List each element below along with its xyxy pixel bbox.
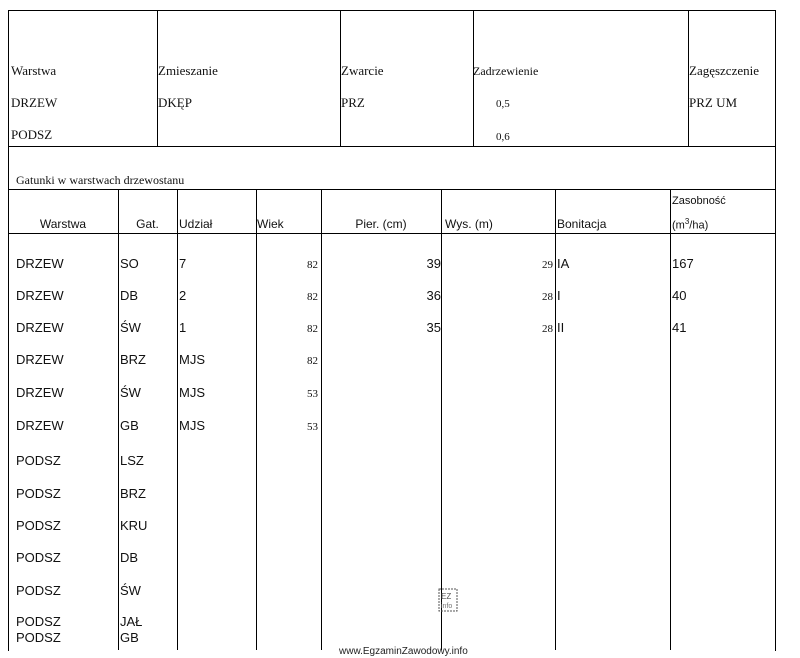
col-header-gat: Gat. (136, 217, 159, 231)
cell-warstwa: PODSZ (16, 453, 61, 468)
unit-suffix: /ha) (689, 219, 709, 232)
cell-zasobnosc: 41 (672, 320, 687, 335)
column-divider (555, 189, 556, 650)
col-header-udzial: Udział (179, 217, 213, 231)
unit-prefix: (m (672, 219, 685, 232)
cell-warstwa: PODSZ (16, 486, 61, 501)
watermark-text: www.EgzaminZawodowy.info (339, 646, 468, 657)
section-title: Gatunki w warstwach drzewostanu (16, 173, 185, 187)
cell-udzial: MJS (179, 352, 205, 367)
cell-udzial: 2 (179, 288, 187, 303)
column-divider (177, 189, 178, 650)
table-top-border (8, 189, 775, 190)
cell-udzial: 1 (179, 320, 187, 335)
cell-warstwa: PODSZ (16, 630, 61, 645)
cell-wys: 28 (542, 291, 553, 303)
zageszczenie-label: Zagęszczenie (689, 63, 760, 78)
zmieszanie-label: Zmieszanie (158, 63, 218, 78)
cell-gat: BRZ (120, 486, 146, 501)
cell-gat: LSZ (120, 453, 144, 468)
cell-warstwa: DRZEW (16, 320, 64, 335)
cell-gat: ŚW (120, 385, 141, 400)
divider (688, 10, 689, 146)
zageszczenie-value: PRZ UM (689, 95, 738, 110)
cell-udzial: MJS (179, 385, 205, 400)
col-header-zasobnosc: Zasobność (672, 195, 726, 207)
column-divider (670, 189, 671, 650)
cell-wys: 28 (542, 323, 553, 335)
cell-wiek: 53 (307, 388, 318, 400)
warstwa-value-podsz: PODSZ (11, 127, 53, 142)
svg-text:info: info (441, 603, 453, 610)
warstwa-label: Warstwa (11, 63, 57, 78)
col-header-bonitacja: Bonitacja (557, 217, 607, 231)
cell-warstwa: DRZEW (16, 256, 64, 271)
cell-wiek: 82 (307, 291, 318, 303)
cell-warstwa: PODSZ (16, 550, 61, 565)
warstwa-value-drzew: DRZEW (11, 95, 58, 110)
cell-gat: BRZ (120, 352, 146, 367)
zwarcie-label: Zwarcie (341, 63, 384, 78)
svg-text:EZ: EZ (441, 592, 452, 601)
cell-gat: GB (120, 630, 139, 645)
zadrzewienie-value-drzew: 0,5 (496, 98, 510, 110)
col-header-pier: Pier. (cm) (355, 217, 407, 231)
cell-wiek: 82 (307, 355, 318, 367)
cell-warstwa: PODSZ (16, 583, 61, 598)
cell-warstwa: DRZEW (16, 418, 64, 433)
cell-bonitacja: I (557, 288, 561, 303)
cell-pier: 39 (426, 256, 441, 271)
cell-warstwa: DRZEW (16, 288, 64, 303)
cell-pier: 35 (426, 320, 441, 335)
header-row-divider (8, 233, 775, 234)
cell-wys: 29 (542, 259, 553, 271)
cell-bonitacja: II (557, 320, 565, 335)
col-header-zasobnosc-unit (672, 214, 708, 234)
cell-wiek: 82 (307, 323, 318, 335)
cell-warstwa: PODSZ (16, 518, 61, 533)
cell-warstwa: DRZEW (16, 385, 64, 400)
zmieszanie-value: DKĘP (158, 95, 192, 110)
col-header-wiek: Wiek (257, 217, 284, 231)
cell-warstwa: PODSZ (16, 614, 61, 629)
divider (157, 10, 158, 146)
cell-gat: JAŁ (120, 614, 143, 629)
zadrzewienie-label: Zadrzewienie (473, 64, 539, 78)
column-divider (118, 189, 119, 650)
cell-pier: 36 (426, 288, 441, 303)
zadrzewienie-value-podsz: 0,6 (496, 131, 510, 143)
cell-wiek: 53 (307, 421, 318, 433)
cell-gat: ŚW (120, 320, 141, 335)
section-divider (8, 146, 775, 147)
divider (340, 10, 341, 146)
zwarcie-value: PRZ (341, 95, 365, 110)
cell-bonitacja: IA (557, 256, 570, 271)
unit-superscript: 3 (684, 217, 690, 226)
cell-warstwa: DRZEW (16, 352, 64, 367)
ez-logo (438, 588, 458, 612)
col-header-warstwa: Warstwa (39, 217, 87, 231)
cell-udzial: MJS (179, 418, 205, 433)
cell-wiek: 82 (307, 259, 318, 271)
cell-zasobnosc: 167 (672, 256, 694, 271)
cell-udzial: 7 (179, 256, 187, 271)
cell-zasobnosc: 40 (672, 288, 687, 303)
cell-gat: SO (120, 256, 139, 271)
col-header-wys: Wys. (m) (445, 217, 493, 231)
cell-gat: GB (120, 418, 139, 433)
cell-gat: KRU (120, 518, 148, 533)
cell-gat: ŚW (120, 583, 141, 598)
cell-gat: DB (120, 550, 139, 565)
cell-gat: DB (120, 288, 139, 303)
